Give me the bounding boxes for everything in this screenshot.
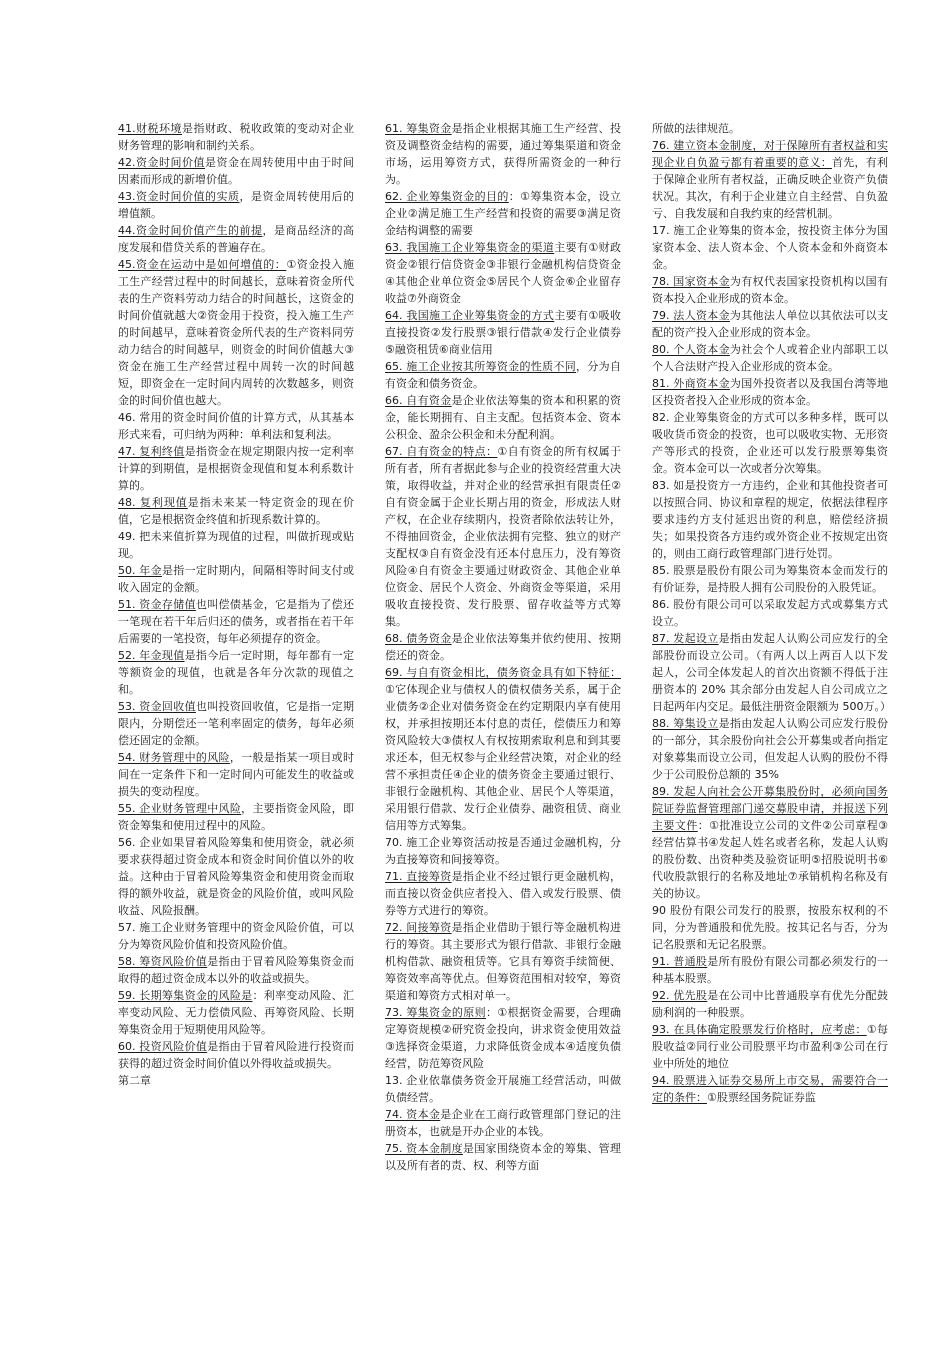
body-text: 是企业依法筹集的资本和积累的资金，能长期拥有、自主支配。包括资本金、资本公积金、盈余公积金和未分配利润。: [385, 394, 621, 441]
term: 52. 年金现值: [118, 649, 185, 662]
term: 89. 发起人向社会公开募集股份时，必须向国务院证券监督管理部门递交募股申请，并报送下列主要文件: [652, 785, 888, 832]
body-text: ：①根据资金需要，合理确定筹资规模②研究资金投向，讲求资金使用效益③选择资金渠道，力求降低资金成本④适度负债经营，防范筹资风险: [385, 1006, 621, 1070]
term: 73. 筹集资金的原则: [385, 1006, 486, 1019]
paragraph: [118, 222, 354, 256]
paragraph: [118, 596, 354, 647]
body-text: ，是商品经济的高度发展和借贷关系的普遍存在。: [118, 224, 354, 254]
paragraph: [652, 1021, 888, 1072]
paragraph: [385, 664, 621, 834]
paragraph: [385, 392, 621, 443]
paragraph: [118, 562, 354, 596]
body-text: 是指由发起人认购公司应发行股份的一部分，其余股份向社会公开募集或者向指定对象募集而设立公司，但发起人认购的股份不得少于公司股份总额的 35%: [652, 717, 888, 781]
paragraph: [652, 341, 888, 375]
paragraph: [118, 987, 354, 1038]
term: 75. 资本金制度: [385, 1142, 463, 1155]
paragraph: [652, 137, 888, 222]
paragraph: [385, 307, 621, 358]
paragraph: [652, 630, 891, 715]
paragraph: [118, 443, 354, 494]
body-text: ：①筹集资本金，设立企业②满足施工生产经营和投资的需要③满足资金结构调整的需要: [385, 190, 621, 237]
term: 79. 法人资本金: [652, 309, 730, 322]
paragraph: [385, 1004, 621, 1072]
paragraph: [652, 273, 888, 307]
paragraph: [652, 596, 888, 630]
body-text: ，分为自有资金和债务资金。: [385, 360, 621, 390]
paragraph: [118, 188, 354, 222]
paragraph: [652, 409, 888, 477]
paragraph: [118, 834, 354, 919]
body-text: 也叫投资回收值，它是指一定期限内，分期偿还一笔利率固定的债务，每年必须偿还固定的金额。: [118, 700, 354, 747]
paragraph: [118, 647, 354, 698]
chapter-heading: [118, 1072, 354, 1089]
body-text: 是指由发起人认购公司应发行的全部股份而设立公司。（有两人以上两百人以下发起人，公司全体发起人的首次出资额不得低于注册资本的 20% 其余部分由发起人自公司成立之日起两年内交足。最低注册资金限额为 500万。）: [652, 632, 891, 713]
body-text: 是指今后一定时期，每年都有一定等额资金的现值，也就是各年分次款的现值之和。: [118, 649, 354, 696]
paragraph: [652, 715, 888, 783]
body-text: 57. 施工企业财务管理中的资金风险价值，可以分为筹资风险价值和投资风险价值。: [118, 921, 354, 951]
paragraph: [652, 222, 888, 273]
body-text: 是企业在工商行政管理部门登记的注册资本，也就是开办企业的本钱。: [385, 1108, 622, 1138]
paragraph: [385, 1072, 621, 1106]
paragraph: [652, 120, 888, 137]
body-text: 首先，有利于保障企业所有者权益，正确反映企业资产负债状况。其次，有利于企业建立自主经营、自负盈亏、自我发展和自我约束的经营机制。: [652, 156, 888, 220]
body-text: 是指企业不经过银行更金融机构，而直接以资金供应者投入、借入或发行股票、债券等方式进行的筹资。: [385, 870, 621, 917]
body-text: 82. 企业筹集资金的方式可以多种多样，既可以吸收货币资金的投资，也可以吸收实物、无形资产等形式的投资，企业还可以发行股票筹集资金。资本金可以一次或者分次筹集。: [652, 411, 888, 475]
term: 43.资金时间价值的实质: [118, 190, 240, 203]
body-text: ，一般是指某一项目或时间在一定条件下和一定时间内可能发生的收益或损失的变动程度。: [118, 751, 355, 798]
paragraph: [118, 494, 354, 528]
term: 58. 筹资风险价值: [118, 955, 208, 968]
paragraph: [652, 375, 888, 409]
paragraph: [385, 1140, 621, 1174]
body-text: ，是资金周转使用后的增值额。: [118, 190, 354, 220]
body-text: 是指由于冒着风险筹集资金而取得的超过资金成本以外的收益或损失。: [118, 955, 354, 985]
body-text: ①它体现企业与债权人的债权债务关系，属于企业债务②企业对债务资金在约定期限内享有使用权，并承担按期还本付息的责任，偿债压力和筹资风险较大③债权人有权按期索取利息和到其要求还本，但无权参与企业经营决策，对企业的经营不承担责任④企业的债务资金主要通过银行、非银行金融机构、其他企业、居民个人等渠道，采用银行借款、发行企业债券、融资租赁、商业信用等方式筹集。: [385, 683, 621, 832]
body-text: 49. 把未来值折算为现值的过程，叫做折现或贴现。: [118, 530, 354, 560]
term: 61. 筹集资金: [385, 122, 452, 135]
paragraph: [118, 800, 354, 834]
term: 80. 个人资本金: [652, 343, 730, 356]
body-text: 是企业依法筹集并依约使用、按期偿还的资金。: [385, 632, 621, 662]
body-text: 86. 股份有限公司可以采取发起方式或募集方式设立。: [652, 598, 888, 628]
body-text: 为国外投资者以及我国台湾等地区投资者投入企业形成的资本金。: [652, 377, 888, 407]
body-text: 85. 股票是股份有限公司为筹集资本金而发行的有价证券，是持股人拥有公司股份的入股凭证。: [652, 564, 888, 594]
term: 91. 普通股: [652, 955, 708, 968]
body-text: 是指财政、税收政策的变动对企业财务管理的影响和制约关系。: [118, 122, 354, 152]
body-text: 是指企业借助于银行等金融机构进行的筹资。其主要形式为银行借款、非银行金融机构借款、融资租赁等。它具有筹资手续简便、筹资效率高等优点。但筹资范围相对较窄，筹资渠道和筹资方式相对单一。: [385, 921, 621, 1002]
paragraph: [652, 902, 888, 953]
paragraph: [385, 630, 621, 664]
term: 93. 在具体确定股票发行价格时，应考虑：: [652, 1023, 867, 1036]
body-text: 主要有①财政资金②银行信贷资金③非银行金融机构信贷资金④其他企业单位资金⑤居民个人资金⑥企业留存收益⑦外商资金: [385, 241, 621, 305]
paragraph: [118, 919, 354, 953]
body-text: 是国家围绕资本金的筹集、管理以及所有者的责、权、利等方面: [385, 1142, 621, 1172]
paragraph: [385, 188, 621, 239]
term: 67. 自有资金的特点：: [385, 445, 498, 458]
body-text: ：利率变动风险、汇率变动风险、无力偿债风险、再筹资风险、长期筹集资金用于短期使用风险等。: [118, 989, 354, 1036]
term: 51. 资金存储值: [118, 598, 196, 611]
body-text: 是指未来某一特定资金的现在价值，它是根据资金终值和折现系数计算的。: [118, 496, 354, 526]
paragraph: [385, 120, 621, 188]
term: 94. 股票进入证券交易所上市交易，需要符合一定的条件：: [652, 1074, 888, 1104]
paragraph: [652, 562, 888, 596]
paragraph: [118, 953, 354, 987]
term: 92. 优先股: [652, 989, 708, 1002]
term: 60. 投资风险价值: [118, 1040, 208, 1053]
paragraph: [385, 1106, 621, 1140]
term: 45.资金在运动中是如何增值的：: [118, 258, 287, 271]
body-text: 为社会个人或着企业内部职工以个人合法财产投入企业形成的资本金。: [652, 343, 888, 373]
paragraph: [652, 307, 888, 341]
text-column-1: [118, 120, 354, 1089]
body-text: 83. 如是投资方一方违约，企业和其他投资者可以按照合同、协议和章程的规定，依据法律程序要求违约方支付延迟出资的利息，赔偿经济损失；如果投资各方违约或外资企业不按规定出资的，则由工商行政管理部门进行处罚。: [652, 479, 888, 560]
body-text: 是指一定时期内，间隔相等时间支付或收入固定的金额。: [118, 564, 354, 594]
term: 44.资金时间价值产生的前提: [118, 224, 263, 237]
paragraph: [385, 919, 621, 1004]
paragraph: [652, 1072, 888, 1106]
term: 69. 与自有资金相比，债务资金具有如下特征：: [385, 666, 621, 679]
term: 65. 施工企业按其所筹资金的性质不同: [385, 360, 577, 373]
paragraph: [385, 239, 621, 307]
paragraph: [385, 443, 621, 630]
term: 41.财税环境: [118, 122, 182, 135]
body-text: 17. 施工企业筹集的资本金，按投资主体分为国家资本金、法人资本金、个人资本金和外商资本金。: [652, 224, 888, 271]
body-text: 是资金在周转使用中由于时间因素而形成的新增价值。: [118, 156, 354, 186]
term: 53. 资金回收值: [118, 700, 196, 713]
term: 68. 债务资金: [385, 632, 452, 645]
body-text: 是指资金在规定期限内按一定利率计算的到期值，是根据资金现值和复本利系数计算的。: [118, 445, 354, 492]
body-text: 也叫偿债基金，它是指为了偿还一笔现在若干年后归还的债务，或者指在若干年后需要的一笔投资，每年必须提存的资金。: [118, 598, 354, 645]
term: 74. 资本金: [385, 1108, 441, 1121]
paragraph: [118, 1038, 354, 1072]
term: 47. 复利终值: [118, 445, 185, 458]
paragraph: [385, 358, 621, 392]
paragraph: [118, 749, 354, 800]
paragraph: [118, 120, 354, 154]
term: 50. 年金: [118, 564, 162, 577]
body-text: 主要有①吸收直接投资②发行股票③银行借款④发行企业债券⑤融资租赁⑥商业信用: [385, 309, 621, 356]
term: 54. 财务管理中的风险: [118, 751, 230, 764]
paragraph: [652, 783, 888, 902]
paragraph: [385, 834, 621, 868]
term: 81. 外商资本金: [652, 377, 730, 390]
term: 42.资金时间价值: [118, 156, 205, 169]
paragraph: [652, 987, 888, 1021]
body-text: ①每股收益②同行业公司股票平均市盈利③公司在行业中所处的地位: [652, 1023, 888, 1070]
body-text: 是所有股份有限公司都必须发行的一种基本股票。: [652, 955, 889, 985]
paragraph: [118, 698, 354, 749]
body-text: 为有权代表国家投资机构以国有资本投入企业形成的资本金。: [652, 275, 888, 305]
body-text: ，主要指资金风险，即资金筹集和使用过程中的风险。: [118, 802, 354, 832]
paragraph: [652, 477, 888, 562]
term: 88. 筹集设立: [652, 717, 719, 730]
paragraph: [652, 953, 888, 987]
text-column-2: [385, 120, 621, 1174]
term: 48. 复利现值: [118, 496, 188, 509]
paragraph: [385, 868, 621, 919]
term: 76. 建立资本金制度，对于保障所有者权益和实现企业自负盈亏都有着重要的意义：: [652, 139, 888, 169]
term: 59. 长期筹集资金的风险是: [118, 989, 253, 1002]
body-text: 第二章: [118, 1074, 151, 1087]
body-text: ①自有资金的所有权属于所有者，所有者据此参与企业的投资经营重大决策，取得收益，并对企业的经营承担有限责任②自有资金属于企业长期占用的资金，形成法人财产权，在企业存续期内，投资者除依法转让外，不得抽回资金，企业依法拥有完整、独立的财产支配权③自有资金没有还本付息压力，没有筹资风险④自有资金主要通过财政资金、其他企业单位资金、居民个人资金、外商资金等渠道，采用吸收直接投资、发行股票、留存收益等方式筹集。: [385, 445, 621, 628]
term: 62. 企业筹集资金的目的: [385, 190, 509, 203]
body-text: 为其他法人单位以其依法可以支配的资产投入企业形成的资本金。: [652, 309, 888, 339]
body-text: 13. 企业依靠债务资金开展施工经营活动，叫做负债经营。: [385, 1074, 621, 1104]
body-text: ：①批准设立公司的文件②公司章程③经营估算书④发起人姓名或者名称，发起人认购的股份数、出资种类及验资证明⑤招股说明书⑥代收股款银行的名称及地址⑦承销机构名称及有关的协议。: [652, 819, 888, 900]
term: 63. 我国施工企业筹集资金的渠道: [385, 241, 555, 254]
body-text: 所做的法律规范。: [652, 122, 740, 135]
body-text: ①资金投入施工生产经营过程中的时间越长，意味着资金所代表的生产资料劳动力结合的时间越长，这资金的时间价值就越大②资金用于投资，投入施工生产的时间越早，意味着资金所代表的生产资料同劳动力结合的时间越早，则资金的时间价值越大③资金在施工生产经营过程中周转一次的时间越短，即资金在一定时间内周转的次数越多，则资金的时间价值也越大。: [118, 258, 354, 407]
term: 78. 国家资本金: [652, 275, 730, 288]
body-text: 46. 常用的资金时间价值的计算方式，从其基本形式来看，可归纳为两种：单利法和复利法。: [118, 411, 354, 441]
body-text: 是指企业根据其施工生产经营、投资及调整资金结构的需要，通过筹集渠道和资金市场，运用筹资方式，获得所需资金的一种行为。: [385, 122, 621, 186]
body-text: 是在公司中比普通股享有优先分配鼓励利润的一种股票。: [652, 989, 889, 1019]
term: 72. 间接筹资: [385, 921, 452, 934]
paragraph: [118, 409, 354, 443]
body-text: 70. 施工企业筹资活动按是否通过金融机构，分为直接筹资和间接筹资。: [385, 836, 621, 866]
body-text: 是指由于冒着风险进行投资而获得的超过资金时间价值以外得收益或损失。: [118, 1040, 354, 1070]
paragraph: [118, 256, 354, 409]
paragraph: [118, 528, 354, 562]
term: 55. 企业财务管理中风险: [118, 802, 242, 815]
body-text: 90 股份有限公司发行的股票，按股东权利的不同，分为普通股和优先股。按其记名与否，分为记名股票和无记名股票。: [652, 904, 888, 951]
paragraph: [118, 154, 354, 188]
term: 87. 发起设立: [652, 632, 719, 645]
term: 64. 我国施工企业筹集资金的方式: [385, 309, 555, 322]
body-text: ①股票经国务院证券监: [707, 1091, 816, 1104]
body-text: 56. 企业如果冒着风险筹集和使用资金，就必须要求获得超过资金成本和资金时间价值以外的收益。这种由于冒着风险筹集资金和使用资金而取得的额外收益，就是资金的风险价值，或叫风险收益、风险报酬。: [118, 836, 354, 917]
term: 66. 自有资金: [385, 394, 452, 407]
text-column-3: [652, 120, 891, 1106]
term: 71. 直接筹资: [385, 870, 452, 883]
